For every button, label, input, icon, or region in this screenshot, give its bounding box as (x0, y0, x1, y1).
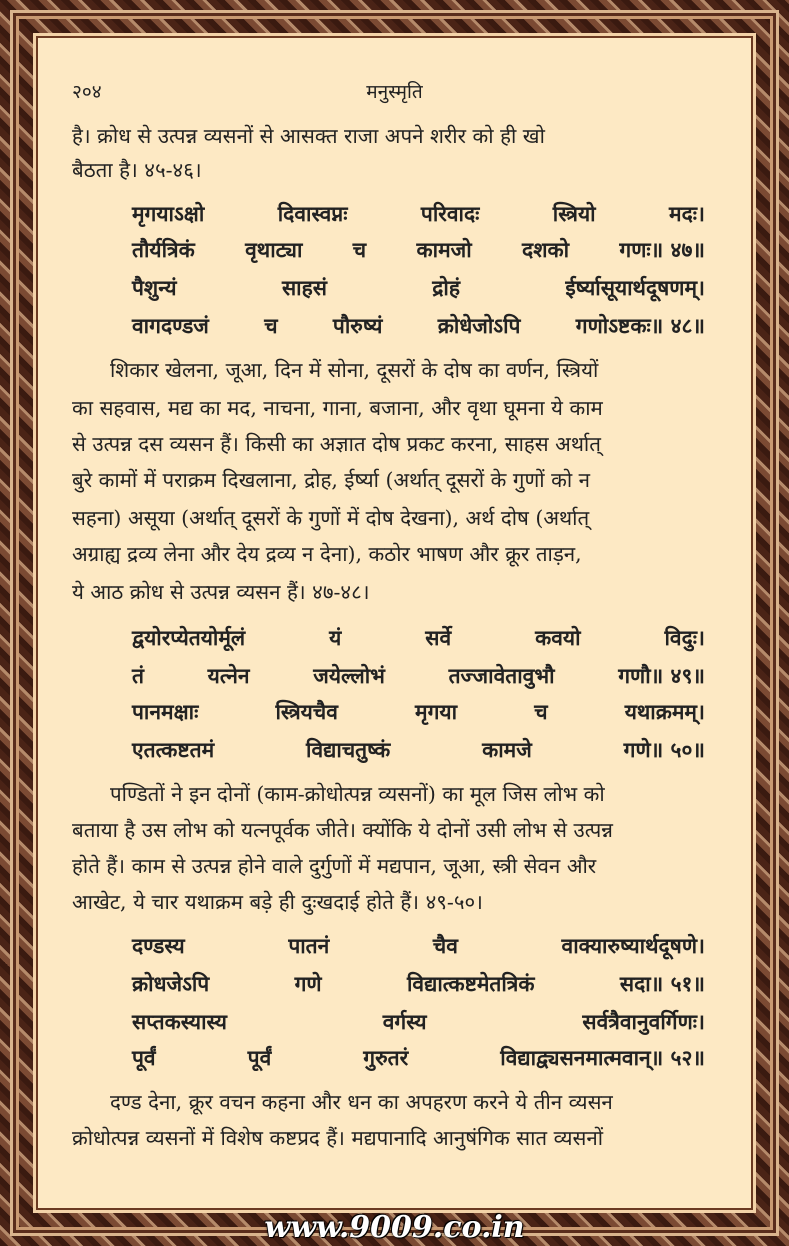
verse-word: एतत्कष्टतमं (132, 737, 215, 762)
verse-line (132, 736, 705, 764)
text-line: बैठता है। ४५-४६। (72, 158, 202, 182)
verse-word: गणोऽष्टकः॥ ४८॥ (575, 313, 705, 338)
verse-word: गणः॥ ४७॥ (619, 237, 705, 262)
verse-word: च (352, 237, 367, 262)
text-line: है। क्रोध से उत्पन्न व्यसनों से आसक्त राजा अपने शरीर को ही खो (72, 124, 545, 148)
text-line: सहना) असूया (अर्थात् दूसरों के गुणों में दोष देखना), अर्थ दोष (अर्थात् (72, 506, 590, 530)
book-page (38, 38, 751, 1208)
verse-word: कामजे (482, 737, 532, 762)
text-line: ये आठ क्रोध से उत्पन्न व्यसन हैं। ४७-४८। (72, 580, 370, 604)
verse-line (132, 1008, 705, 1036)
verse-word: वाक्यारुष्यार्थदूषणे। (561, 933, 705, 958)
verse-word: साहसं (281, 275, 327, 300)
text-line: शिकार खेलना, जूआ, दिन में सोना, दूसरों के दोष का वर्णन, स्त्रियों (110, 358, 599, 382)
verse-word: जयेल्लोभं (313, 663, 385, 688)
verse-word: तं (132, 663, 144, 688)
verse-word: मदः। (669, 201, 705, 226)
verse-line (132, 624, 705, 652)
text-line: पण्डितों ने इन दोनों (काम-क्रोधोत्पन्न व्यसनों) का मूल जिस लोभ को (110, 782, 605, 806)
verse-word: सर्वे (425, 625, 452, 650)
page-number: २०४ (72, 81, 102, 103)
verse-word: दशको (522, 237, 570, 262)
verse-word: दिवास्वप्नः (277, 201, 348, 226)
text-line: अग्राह्य द्रव्य लेना और देय द्रव्य न देना), कठोर भाषण और क्रूर ताड़न, (72, 542, 582, 566)
verse-word: पौरुष्यं (332, 313, 383, 338)
text-line: क्रोधोत्पन्न व्यसनों में विशेष कष्टप्रद हैं। मद्यपानादि आनुषंगिक सात व्यसनों (72, 1126, 604, 1150)
verse-word: विदुः। (664, 625, 705, 650)
verse-word: विद्यात्कष्टमेतत्रिकं (406, 971, 535, 996)
verse-word: गुरुतरं (363, 1045, 409, 1070)
verse-word: तज्जावेतावुभौ (448, 663, 555, 688)
verse-word: मृगया (415, 699, 458, 724)
verse-word: सप्तकस्यास्य (132, 1009, 227, 1034)
verse-line (132, 970, 705, 998)
verse-word: तौर्यत्रिकं (132, 237, 195, 262)
page-header (72, 78, 717, 108)
text-line: आखेट, ये चार यथाक्रम बड़े ही दुःखदाई होते हैं। ४९-५०। (72, 890, 483, 914)
verse-word: द्वयोरप्येतयोर्मूलं (132, 625, 246, 650)
verse-word: यत्नेन (207, 663, 250, 688)
verse-word: च (534, 699, 548, 724)
verse-word: स्त्रियचैव (275, 699, 338, 724)
verse-word: गणे (294, 971, 322, 996)
verse-word: विद्याद्व्यसनमात्मवान्॥ ५२॥ (500, 1045, 705, 1070)
verse-word: ईर्ष्यासूयार्थदूषणम्। (565, 275, 705, 300)
text-line: होते हैं। काम से उत्पन्न होने वाले दुर्गुणों में मद्यपान, जूआ, स्त्री सेवन और (72, 854, 597, 878)
verse-word: क्रोधेजोऽपि (437, 313, 521, 338)
verse-word: सर्वत्रैवानुवर्गिणः। (582, 1009, 705, 1034)
verse-line (132, 200, 705, 228)
verse-word: चैव (432, 933, 458, 958)
verse-word: दण्डस्य (132, 933, 185, 958)
text-line: का सहवास, मद्य का मद, नाचना, गाना, बजाना, और वृथा घूमना ये काम (72, 396, 603, 420)
verse-word: वागदण्डजं (132, 313, 209, 338)
verse-word: कवयो (535, 625, 581, 650)
website-link[interactable]: www.9009.co.in (264, 1210, 525, 1245)
text-line: से उत्पन्न दस व्यसन हैं। किसी का अज्ञात दोष प्रकट करना, साहस अर्थात् (72, 432, 601, 456)
verse-word: मृगयाऽक्षो (132, 201, 205, 226)
verse-word: यं (329, 625, 342, 650)
verse-word: पूर्वं (132, 1045, 156, 1070)
verse-word: विद्याचतुष्कं (306, 737, 391, 762)
verse-line (132, 1044, 705, 1072)
verse-line (132, 932, 705, 960)
text-line: बताया है उस लोभ को यत्नपूर्वक जीते। क्योंकि ये दोनों उसी लोभ से उत्पन्न (72, 818, 613, 842)
verse-word: परिवादः (420, 201, 480, 226)
verse-word: वर्गस्य (382, 1009, 427, 1034)
verse-line (132, 312, 705, 340)
verse-line (132, 698, 705, 726)
verse-line (132, 236, 705, 264)
verse-word: यथाक्रमम्। (624, 699, 705, 724)
verse-word: गणौ॥ ४९॥ (618, 663, 705, 688)
verse-line (132, 274, 705, 302)
verse-word: सदा॥ ५१॥ (619, 971, 705, 996)
text-line: बुरे कामों में पराक्रम दिखलाना, द्रोह, ईर्ष्या (अर्थात् दूसरों के गुणों को न (72, 468, 591, 492)
verse-word: वृथाट्या (245, 237, 303, 262)
text-line: दण्ड देना, क्रूर वचन कहना और धन का अपहरण करने ये तीन व्यसन (110, 1090, 613, 1114)
verse-word: च (264, 313, 278, 338)
verse-word: पूर्वं (247, 1045, 272, 1070)
verse-line (132, 662, 705, 690)
verse-word: पैशुन्यं (132, 275, 177, 300)
verse-word: स्त्रियो (552, 201, 596, 226)
verse-word: गणे॥ ५०॥ (623, 737, 705, 762)
running-title: मनुस्मृति (366, 81, 423, 103)
verse-word: द्रोहं (432, 275, 461, 300)
verse-word: पातनं (288, 933, 330, 958)
verse-word: क्रोधजेऽपि (132, 971, 210, 996)
verse-word: कामजो (416, 237, 472, 262)
verse-word: पानमक्षाः (132, 699, 199, 724)
